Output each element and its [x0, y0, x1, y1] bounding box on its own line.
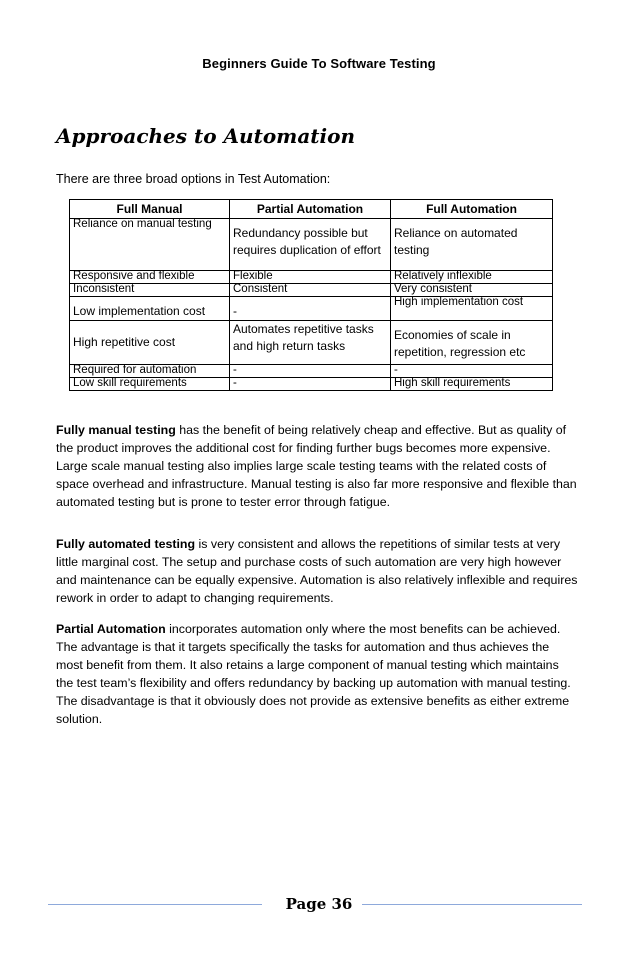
table-cell: Relatively inflexible — [391, 271, 553, 284]
paragraph-lead: Fully manual testing — [56, 423, 176, 437]
table-row — [70, 378, 553, 391]
table-cell: - — [391, 365, 553, 378]
table-cell: Reliance on manual testing — [70, 219, 230, 271]
table-cell: High repetitive cost — [70, 321, 230, 365]
intro-text: There are three broad options in Test Automation: — [56, 172, 331, 186]
table-cell: Economies of scale in repetition, regression etc — [391, 321, 553, 365]
table-cell: Flexible — [230, 271, 391, 284]
paragraph-text: incorporates automation only where the most benefits can be achieved. The advantage is that it targets specifically the tasks for automation and thus achieves the most benefit from them. It also retains a large component of manual testing which maintains the test team’s flexibility and offers redundancy by backing up automation with manual testing. The disadvantage is that it obviously does not provide as extensive benefits as either extreme solution. — [56, 622, 571, 726]
table-cell — [230, 321, 391, 365]
table-cell: - — [230, 365, 391, 378]
column-header-partial-automation: Partial Automation — [230, 200, 391, 219]
table-cell: Redundancy possible but requires duplication of effort — [230, 219, 391, 271]
paragraph-fully-manual — [56, 421, 578, 511]
table-cell: Reliance on automated testing — [391, 219, 553, 271]
paragraph-text: has the benefit of being relatively cheap and effective. But as quality of the product improves the additional cost for finding further bugs becomes more expensive. Large scale manual testing also implies large scale testing teams with the related costs of space overhead and infrastructure. Manual testing is also far more responsive and flexible than automated testing but is prone to tester error through fatigue. — [56, 423, 577, 509]
table-row — [70, 219, 553, 271]
table-cell: Very consistent — [391, 284, 553, 297]
table-cell: Responsive and flexible — [70, 271, 230, 284]
table-row — [70, 271, 553, 284]
paragraph-text: is very consistent and allows the repetitions of similar tests at very little marginal cost. The setup and purchase costs of such automation are very high however and maintenance can be equally expensive. Automation is also relatively inflexible and requires rework in order to adapt to changing requirements. — [56, 537, 578, 605]
table-cell-text: Automates repetitive tasks and high return tasks — [233, 322, 374, 353]
table-cell: Consistent — [230, 284, 391, 297]
column-header-full-manual: Full Manual — [70, 200, 230, 219]
table-row — [70, 297, 553, 321]
table-cell: Low implementation cost — [70, 297, 230, 321]
paragraph-partial-automation — [56, 620, 578, 728]
table-row — [70, 284, 553, 297]
footer-divider-right — [362, 904, 582, 905]
page-number: Page 36 — [285, 895, 353, 913]
section-title: Approaches to Automation — [56, 124, 356, 148]
column-header-full-automation: Full Automation — [391, 200, 553, 219]
table-cell: High implementation cost — [391, 297, 553, 321]
table-row — [70, 321, 553, 365]
table-cell: - — [230, 378, 391, 391]
paragraph-lead: Partial Automation — [56, 622, 166, 636]
paragraph-fully-automated — [56, 535, 578, 607]
table-cell: High skill requirements — [391, 378, 553, 391]
table-cell: - — [230, 297, 391, 321]
table-cell: Low skill requirements — [70, 378, 230, 391]
table-cell: Required for automation — [70, 365, 230, 378]
paragraph-lead: Fully automated testing — [56, 537, 196, 551]
table-row — [70, 365, 553, 378]
comparison-table — [69, 199, 553, 391]
page-header: Beginners Guide To Software Testing — [202, 56, 436, 71]
table-cell: Inconsistent — [70, 284, 230, 297]
table-header-row — [70, 200, 553, 219]
